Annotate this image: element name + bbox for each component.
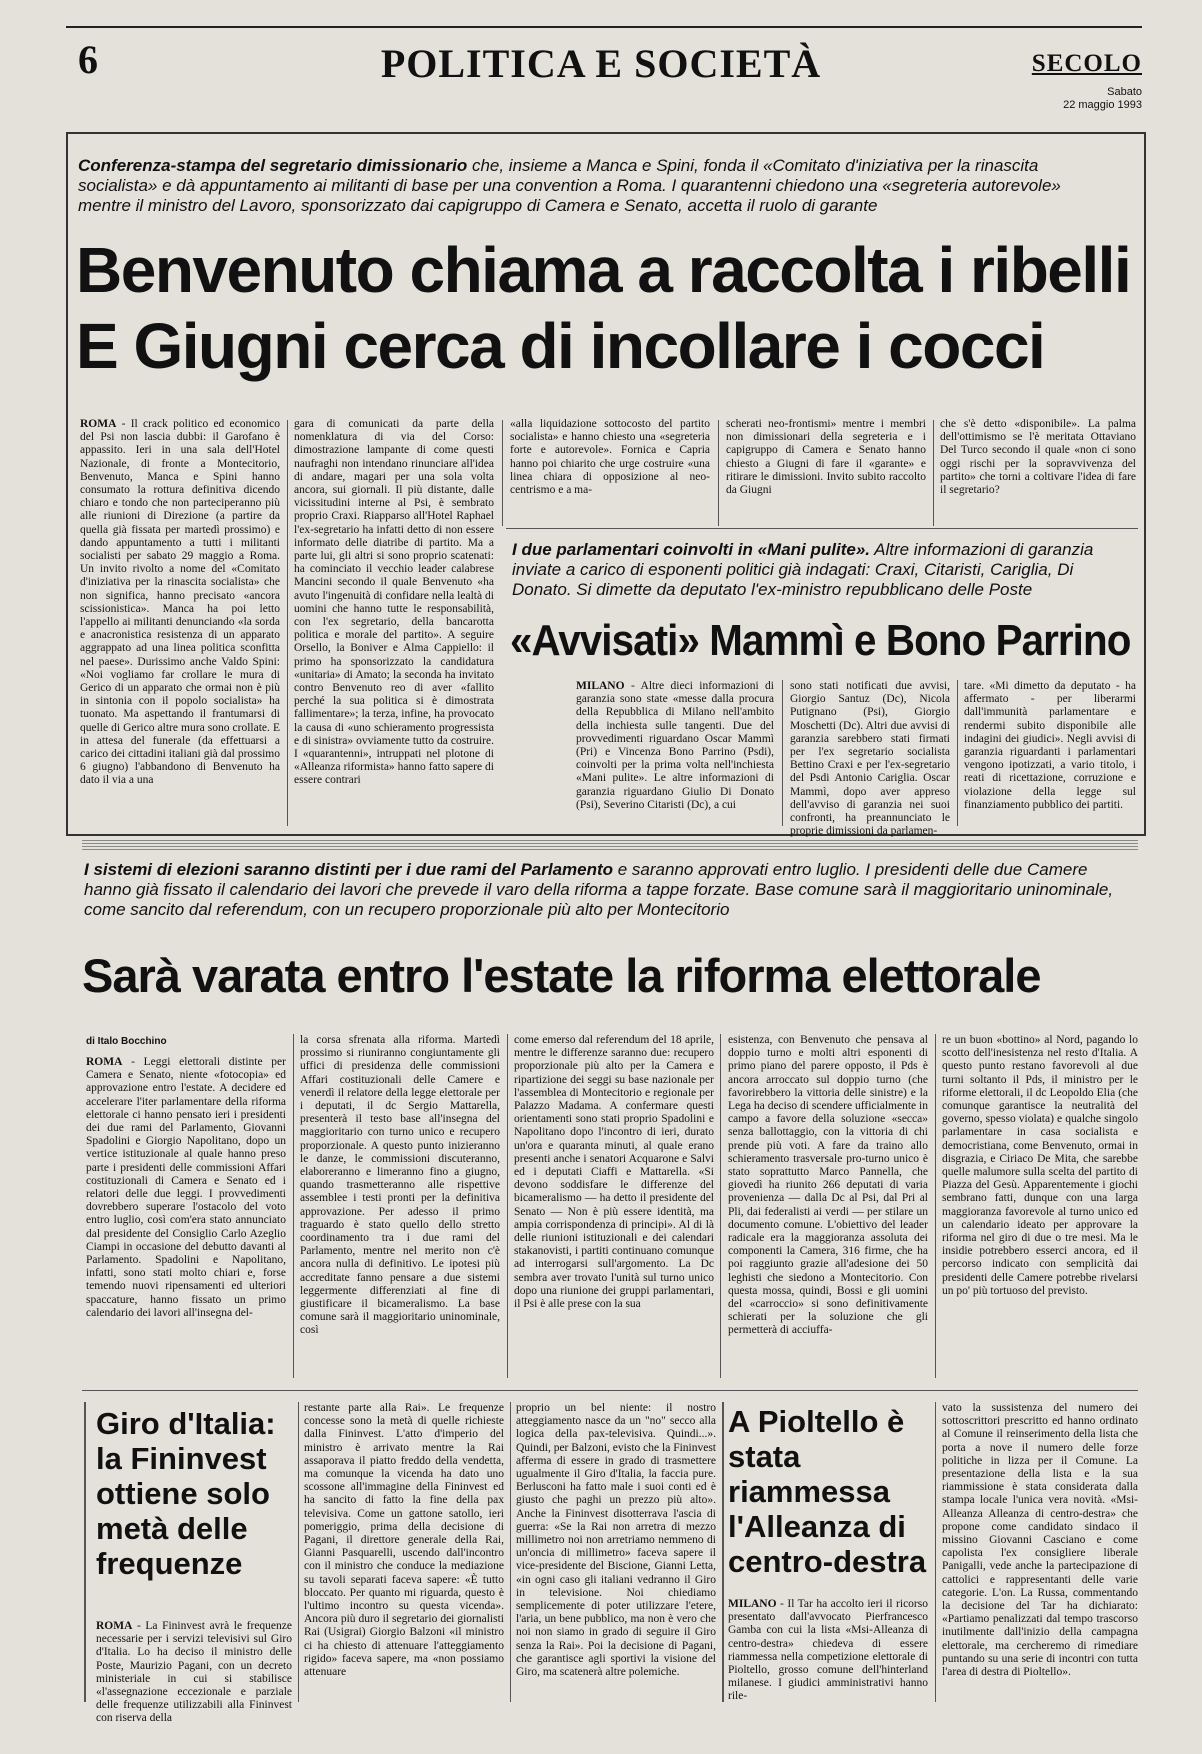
header-rule xyxy=(66,26,1142,28)
article-benvenuto-col-1 xyxy=(80,418,280,828)
article-riforma-col-3: come emerso dal referendum del 18 aprile, mentre le differenze saranno due: recupero proporzionale più alto per la Camera e ripartizione dei seggi su base nazionale per l'assemblea di Montecitorio e regionale per Palazzo Madama. A confermare questi orientamenti sono stati proprio Spadolini e Napolitano dopo l'incontro di ieri, durato un'ora e quaranta minuti, al quale erano presenti anche i senatori Acquarone e Salvi ed i deputati Ciaffi e Mattarella. «Si devono soddisfare le differenze del bicameralismo — ha detto il presidente del Senato — Non è più essere identità, ma ampia corrispondenza di principi». Al di là delle riunioni istituzionali e dei calendari stakanovisti, i partiti continuano comunque ad interrogarsi sull'argomento. La Dc sembra aver trovato l'unità sul turno unico dopo una riunione dei gruppi parlamentari, il Psi è alle prese con la sua xyxy=(514,1034,714,1311)
article-pioltello-col-1 xyxy=(728,1598,928,1702)
column-rule xyxy=(298,1402,299,1702)
box-rule xyxy=(84,1402,86,1702)
column-rule xyxy=(933,420,934,526)
column-rule xyxy=(718,420,719,526)
dateline xyxy=(1063,86,1142,112)
article-avvisati-col-1 xyxy=(576,680,774,828)
article-riforma-col-1 xyxy=(86,1056,286,1378)
column-text: - Altre dieci informazioni di garanzia sono state «messe dalla procura della Repubblica di Milano nell'ambito della inchiesta sulle tangenti. Due del provvedimenti riguardano Oscar Mammì (Pri) e Vincenza Bono Parrino (Psdi), coinvolti per la prima volta nell'inchiesta «Mani pulite». Le altre informazioni di garanzia riguardano Giulio Di Donato (Psi), Severino Citaristi (Dc), a cui xyxy=(576,680,774,811)
column-rule xyxy=(957,680,958,826)
column-rule xyxy=(287,420,288,826)
article-riforma-headline: Sarà varata entro l'estate la riforma elettorale xyxy=(82,949,1041,1002)
column-rule xyxy=(782,680,783,826)
dateline-city: MILANO xyxy=(576,680,625,692)
article-riforma-col-4: esistenza, con Benvenuto che pensava al doppio turno e molti altri esponenti di primo piano del parere opposto, il Pds è ancora arroccato sul doppio turno (che favorirebbero la vittoria delle sinistre) e la Lega ha deciso di scendere ufficialmente in campo a favore della soluzione «secca» senza ballottaggio, con la vittoria di chi prende più voti. A fare da traino allo schieramento trasversale pro-turno unico è stato soprattutto Marco Pannella, che giovedì ha riunito 266 deputati di varia provenienza — dalla Dc al Psi, dal Pri al Pli, dai federalisti ai verdi — per stilare un documento comune. L'obiettivo del leader radicale era la maggioranza assoluta dei componenti la Camera, 316 firme, che ha poi raggiunto grazie all'adesione dei 50 leghisti che siedono a Montecitorio. Con questa mossa, quindi, Bossi e gli uomini del «carroccio» si sono definitivamente schierati per la soluzione che gli permetterà di acciuffa- xyxy=(728,1034,928,1337)
date-day: Sabato xyxy=(1107,86,1142,98)
column-rule xyxy=(722,1402,724,1702)
article-riforma-col-5: re un buon «bottino» al Nord, pagando lo scotto dell'inesistenza nel resto d'Italia. A questo punto restano favorevoli al due turni soltanto il Pds, il ministro per le riforme elettorali, il dc Leopoldo Elia (che comunque garantisce la neutralità del governo, spesso violata) e qualche singolo parlamentare in casa socialista e democristiana, come Benvenuto, ormai in disgrazia, e Ciriaco De Mita, che sarebbe quelle malumore sulla scelta del partito di Piazza del Gesù. Apparentemente i giochi sembrano fatti, dunque con una larga maggioranza favorevole al turno unico ed un calendario ideato per approvare la riforma nel giro di due o tre mesi. Ma le insidie potrebbero esserci ancora, ed il percorso indicato con semplicità dai presidenti delle Camere potrebbe rivelarsi un po' più tortuoso del previsto. xyxy=(942,1034,1138,1297)
section-rule xyxy=(82,1390,1138,1391)
section-title: POLITICA E SOCIETÀ xyxy=(380,41,822,86)
article-giro-col-2: restante parte alla Rai». Le frequenze concesse sono la metà di quelle richieste dalla Fininvest. L'atto d'imperio del ministro è arrivato mentre la Rai assaporava il piatto freddo della vendetta, ma comunque la vicenda ha dato uno scossone all'immagine della Fininvest ed ha sancito di fatto la fine della pax televisiva. Come un gattone satollo, ieri pomeriggio, prima della decisione di Pagani, il direttore generale della Rai, Gianni Pasquarelli, uscendo dall'incontro con il ministro che conduce la mediazione su tavoli separati faceva sapere: «È tutto bloccato. Per quanto mi riguarda, questo è l'ultimo incontro su questa vicenda». Ancora più duro il segretario dei giornalisti Rai (Usigrai) Giorgio Balzoni «il ministro ci ha chiesto di attenuare l'atteggiamento rigido» faceva sapere, ma «non possiamo attenuare xyxy=(304,1402,504,1679)
article-riforma-kicker xyxy=(84,860,1124,920)
column-text: - La Fininvest avrà le frequenze necessarie per i servizi televisivi sul Giro d'Italia. Lo ha deciso il ministro delle Poste, Maurizio Pagani, con un decreto ministeriale in cui si stabilisce «l'assegnazione eccezionale e parziale delle frequenze utilizzabili alla Fininvest con riserva della xyxy=(96,1620,292,1725)
article-giro-headline: Giro d'Italia: la Fininvest ottiene solo metà delle frequenze xyxy=(96,1406,276,1581)
column-text: - Leggi elettorali distinte per Camera e Senato, niente «fotocopia» ed approvazione entro l'estate. A decidere ed accelerare l'iter parlamentare della riforma elettorale ci hanno pensato ieri i presidenti dei due rami del Parlamento, Giovanni Spadolini e Giorgio Napolitano, dopo un vertice istituzionale al quale hanno preso parte i presidenti delle commissioni Affari costituzionali di Camera e Senato ed i relatori delle due leggi. I provvedimenti dovrebbero superare l'ostacolo del voto entro luglio, così com'era stato annunciato dal presidente del Consiglio Carlo Azeglio Ciampi in occasione del debutto davanti al Parlamento. Spadolini e Napolitano, infatti, sono stati molto chiari e, forse temendo nuovi ripensamenti ed ulteriori spaccature, hanno fissato un primo calendario dei lavori all'insegna del- xyxy=(86,1056,286,1319)
dateline-city: ROMA xyxy=(86,1056,123,1068)
article-benvenuto-col-2: gara di comunicati da parte della nomenklatura di via del Corso: dimostrazione lampante di come questi naufraghi non intendano rinunciare all'idea di andare, magari per una sola volta ancora, sui giornali. Il più distante, dalle vicissitudini interne al Psi, è sembrato proprio Craxi. Riapparso all'Hotel Raphael l'ex-segretario ha infatti detto di non essere informato delle diatribe di partito. Ma a parte lui, gli altri si sono proprio scatenati: ha cominciato il vecchio leader calabrese Mancini secondo il quale Benvenuto «ha avuto l'ingenuità di confidare nella lealtà di uomini che hanno tutte le responsabilità, con l'ex segretario, della bancarotta politica e morale del partito». A seguire Orsello, la Boniver e Alma Cappiello: il primo ha sponsorizzato la candidatura «unitaria» di Amato; la seconda ha invitato contro Benvenuto reo di aver «fallito perché la sua politica si è dimostrata fallimentare»; la terza, infine, ha provocato la causa di «uno schieramento progressista e di sinistra» ovviamente tutto da costruire. I «quarantenni», intruppati nel plotone di «Alleanza riformista» hanno fatto sapere di essere contrari xyxy=(294,418,494,787)
kicker-lead: I due parlamentari coinvolti in «Mani pulite». xyxy=(512,540,871,559)
dateline-city: MILANO xyxy=(728,1598,777,1610)
article-pioltello-col-2: vato la sussistenza del numero dei sottoscrittori prescritto ed hanno ordinato al Comune il reinserimento della lista che porta a nove il numero delle forze politiche in lizza per il Comune. La presentazione della lista e la sua riammissione è stata considerata dalla stampa locale l'unica vera novità. «Msi-Alleanza Alleanza di centro-destra» che propone come candidato sindaco il missino Giovanni Casciano e come capolista l'ex consigliere liberale Panigalli, vede anche la partecipazione di cattolici e rappresentanti delle varie categorie. L'on. La Russa, commentando la decisione del Tar ha dichiarato: «Partiamo penalizzati dal tempo trascorso inutilmente dall'inizio della campagna elettorale, ma cercheremo di rimediare puntando su una serie di incontri con tutta l'area di destra di Pioltello». xyxy=(942,1402,1138,1679)
article-riforma-col-2: la corsa sfrenata alla riforma. Martedì prossimo si riuniranno congiuntamente gli uffici di presidenza delle commissioni Affari costituzionali delle Camere e venerdì il relatore della legge elettorale per i deputati, il dc Sergio Mattarella, presenterà il testo base all'insegna del maggioritario con turno unico e recupero proporzionale. A questo punto inizieranno le danze, le commissioni discuteranno, elaboreranno e limeranno fino a giugno, quando trasmetteranno alle rispettive assemblee i testi pronti per la definitiva approvazione. Per adesso il primo traguardo è stato quello dello stretto coordinamento tra i due rami del Parlamento, mentre nel merito non c'è ancora nulla di definitivo. Le ipotesi più accreditate fanno pensare a due sistemi leggermente differenziati al fine di giustificare il bicameralismo. La base comune sarà il maggioritario uninominale, così xyxy=(300,1034,500,1337)
date-full: 22 maggio 1993 xyxy=(1063,99,1142,111)
kicker-text: Altre informazioni di garanzia inviate a carico di esponenti politici già indagati: Craxi, Citaristi, Cariglia, Di Donato. Si dimette da deputato l'ex-ministro repubblicano delle Poste xyxy=(512,540,1094,599)
article-avvisati-col-3: tare. «Mi dimetto da deputato - ha affermato - per liberarmi dall'immunità parlamentare e rendermi subito disponibile alle indagini dei giudici». Negli avvisi di garanzia riguardanti i parlamentari vengono ipotizzati, a vario titolo, i reati di ricettazione, corruzione e violazione della legge sul finanziamento pubblico dei partiti. xyxy=(964,680,1136,811)
article-pioltello-headline: A Pioltello è stata riammessa l'Alleanza di centro-destra xyxy=(728,1404,927,1579)
column-rule xyxy=(502,420,503,526)
page-number: 6 xyxy=(78,37,98,82)
column-rule xyxy=(507,1034,508,1378)
column-rule xyxy=(510,1402,511,1702)
column-rule xyxy=(720,1034,721,1378)
column-rule xyxy=(935,1034,936,1378)
newspaper-logo: SECOLO xyxy=(1031,50,1142,77)
section-rule xyxy=(506,528,1138,529)
kicker-text: che, insieme a Manca e Spini, fonda il «Comitato d'iniziativa per la rinascita socialista» e dà appuntamento ai militanti di base per una convention a Roma. I quarantenni chiedono una «segreteria autorevole» mentre il ministro del Lavoro, sponsorizzato dai capigruppo di Camera e Senato, accetta il ruolo di garante xyxy=(78,156,1061,215)
kicker-lead: Conferenza-stampa del segretario dimissionario xyxy=(78,156,468,175)
kicker-lead: I sistemi di elezioni saranno distinti per i due rami del Parlamento xyxy=(84,860,614,879)
kicker-text: e saranno approvati entro luglio. I presidenti delle due Camere hanno già fissato il calendario dei lavori che prevede il varo della riforma a tappe forzate. Base comune sarà il maggioritario uninominale, come sancito dal referendum, con un recupero proporzionale più alto per Montecitorio xyxy=(84,860,1114,919)
article-benvenuto-kicker xyxy=(78,156,1068,216)
column-text: - Il crack politico ed economico del Psi non lascia dubbi: il Garofano è appassito. Ieri in una sala dell'Hotel Nazionale, di fronte a Montecitorio, Benvenuto, Manca e Spini hanno consumato la rottura definitiva dicendo chiaro e tondo che non parteciperanno più alle riunioni di Direzione (a partire da quella già fissata per martedì prossimo) e dando appuntamento a tutti i militanti socialisti per sabato 29 maggio a Roma. Un invito rivolto a nome del «Comitato d'iniziativa per la rinascita socialista» che non significa, hanno precisato «ancora scissionistica». Manca ha poi letto l'appello ai militanti denunciando «la sorda e anacronistica resistenza di un apparato aggrappato ad una linea politica sconfitta nel paese». Durissimo anche Valdo Spini: «Noi vogliamo far crollare le mura di Gerico di un apparato che ormai non è più in sintonia con il popolo socialista» ha tuonato. Ma aspettando il frantumarsi di quelle di Gerico altre mura sono crollate. E in attesa del funerale (da effettuarsi a carico dei cittadini italiani già dal prossimo 6 giugno) l'abbandono di Benvenuto ha dato il via a una xyxy=(80,418,280,787)
article-riforma-byline: di Italo Bocchino xyxy=(86,1036,167,1047)
article-benvenuto-col-3: «alla liquidazione sottocosto del partito socialista» e hanno chiesto una «segreteria forte e autorevole». Fornica e Capria hanno poi chiarito che urge costruire «una linea chiara di opposizione al neo-centrismo e a ma- xyxy=(510,418,710,497)
article-benvenuto-headline-2: E Giugni cerca di incollare i cocci xyxy=(76,310,1045,382)
article-benvenuto-headline-1: Benvenuto chiama a raccolta i ribelli xyxy=(76,234,1131,306)
article-avvisati-headline: «Avvisati» Mammì e Bono Parrino xyxy=(510,616,1131,665)
decorative-stripe xyxy=(82,840,1138,850)
dateline-city: ROMA xyxy=(80,418,117,430)
column-rule xyxy=(935,1402,936,1702)
article-giro-col-1 xyxy=(96,1620,292,1725)
article-benvenuto-col-5: che s'è detto «disponibile». La palma dell'ottimismo se l'è meritata Ottaviano Del Turco secondo il quale «non ci sono oggi rischi per la sopravvivenza del partito» che torni a coltivare l'idea di fare il segretario? xyxy=(940,418,1136,497)
article-giro-col-3: proprio un bel niente: il nostro atteggiamento nasce da un "no" secco alla logica della pax-televisiva. Quindi...». Quindi, per Balzoni, evisto che la Fininvest afferma di essere in grado di trasmettere ugualmente il Giro d'Italia, la faccia pure. Berlusconi ha fatto male i suoi conti ed è giusto che paghi un prezzo più alto». Anche la Fininvest disotterrava l'ascia di guerra: «Se la Rai non arretra di mezzo millimetro noi non arretriamo nemmeno di un'oncia di millimetro» faceva sapere il vice-presidente del Biscione, Gianni Letta, «in ogni caso gli italiani vedranno il Giro in televisione. Noi chiediamo semplicemente di poter utilizzare l'etere, l'aria, un bene pubblico, ma non è vero che noi non siamo in grado di seguire il Giro senza la Rai». Poi la decisione di Pagani, che garantisce agli sportivi la visione del Giro, ma scatenerà altre polemiche. xyxy=(516,1402,716,1679)
article-benvenuto-col-4: scherati neo-frontismi» mentre i membri non dimissionari della segreteria e i capigruppo di Camera e Senato hanno chiesto a Giugni di fare il «garante» e ritirare le dimissioni. Invito subito raccolto da Giugni xyxy=(726,418,926,497)
column-text: - Il Tar ha accolto ieri il ricorso presentato dall'avvocato Pierfrancesco Gamba con cui la lista «Msi-Alleanza di centro-destra» chiedeva di essere riammessa nella competizione elettorale di Pioltello, grosso comune dell'hinterland milanese. I giudici amministrativi hanno rile- xyxy=(728,1598,928,1703)
article-avvisati-kicker xyxy=(512,540,1108,600)
article-avvisati-col-2: sono stati notificati due avvisi, Giorgio Santuz (Dc), Nicola Putignano (Psi), Giorgio Moschetti (Dc). Altri due avvisi di garanzia sarebbero stati firmati per l'ex segretario socialista Bettino Craxi e per l'ex-segretario del Psdi Antonio Cariglia. Oscar Mammì, dopo aver appreso dell'avviso di garanzia nei suoi confronti, ha preannunciato le proprie dimissioni da parlamen- xyxy=(790,680,950,838)
column-rule xyxy=(293,1034,294,1378)
dateline-city: ROMA xyxy=(96,1620,133,1632)
